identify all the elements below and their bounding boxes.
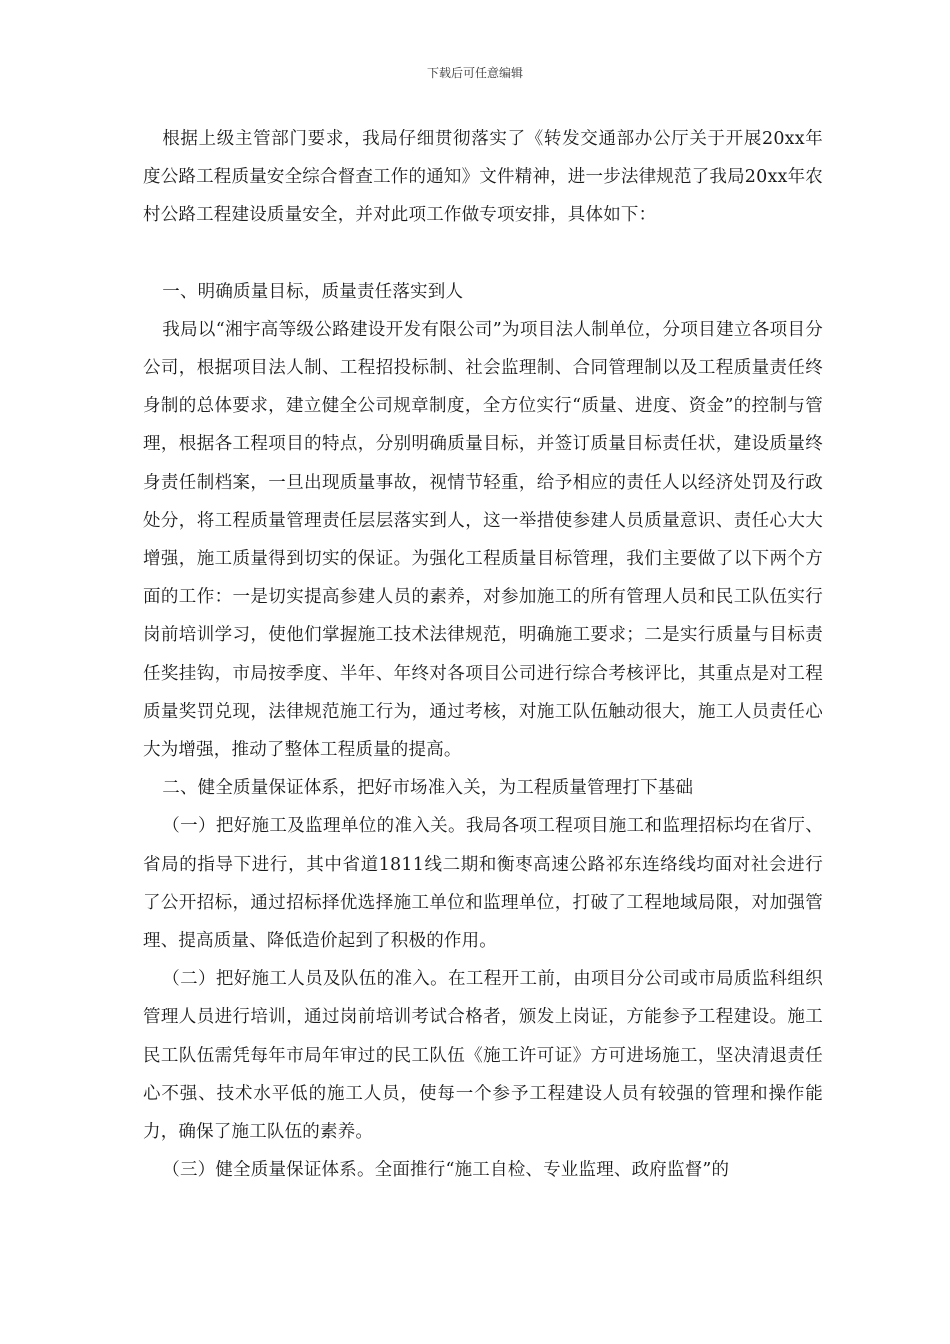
section-heading-1: 一、明确质量目标，质量责任落实到人	[162, 281, 464, 302]
section-2-item-1: （一）把好施工及监理单位的准入关。我局各项工程项目施工和监理招标均在省厅、省局的指导下进行，其中省道1811线二期和衡枣高速公路祁东连络线均面对社会进行了公开招标，通过招标择优选择施工单位和监理单位，打破了工程地域局限，对加强管理、提高质量、降低造价起到了积极的作用。	[143, 816, 823, 952]
intro-paragraph: 根据上级主管部门要求，我局仔细贯彻落实了《转发交通部办公厅关于开展20xx年度公路工程质量安全综合督查工作的通知》文件精神，进一步法律规范了我局20xx年农村公路工程建设质量安全，并对此项工作做专项安排，具体如下：	[143, 129, 824, 226]
paragraph-spacer	[143, 235, 823, 273]
section-2-item-3: （三）健全质量保证体系。全面推行“施工自检、专业监理、政府监督”的	[162, 1160, 730, 1181]
section-2-item-2: （二）把好施工人员及队伍的准入。在工程开工前，由项目分公司或市局质监科组织管理人员进行培训，通过岗前培训考试合格者，颁发上岗证，方能参予工程建设。施工民工队伍需凭每年市局年审过的民工队伍《施工许可证》方可进场施工，坚决清退责任心不强、技术水平低的施工人员，使每一个参予工程建设人员有较强的管理和操作能力，确保了施工队伍的素养。	[143, 969, 823, 1143]
document-body	[143, 120, 823, 1189]
section-heading-2: 二、健全质量保证体系，把好市场准入关，为工程质量管理打下基础	[162, 778, 694, 799]
page-header: 下载后可任意编辑	[426, 66, 523, 80]
section-1-paragraph: 我局以“湘宇高等级公路建设开发有限公司”为项目法人制单位，分项目建立各项目分公司，根据项目法人制、工程招投标制、社会监理制、合同管理制以及工程质量责任终身制的总体要求，建立健全公司规章制度，全方位实行“质量、进度、资金”的控制与管理，根据各工程项目的特点，分别明确质量目标，并签订质量目标责任状，建设质量终身责任制档案，一旦出现质量事故，视情节轻重，给予相应的责任人以经济处罚及行政处分，将工程质量管理责任层层落实到人，这一举措使参建人员质量意识、责任心大大增强，施工质量得到切实的保证。为强化工程质量目标管理，我们主要做了以下两个方面的工作：一是切实提高参建人员的素养，对参加施工的所有管理人员和民工队伍实行岗前培训学习，使他们掌握施工技术法律规范，明确施工要求；二是实行质量与目标责任奖挂钩，市局按季度、半年、年终对各项目公司进行综合考核评比，其重点是对工程质量奖罚兑现，法律规范施工行为，通过考核，对施工队伍触动很大，施工人员责任心大为增强，推动了整体工程质量的提高。	[143, 319, 823, 761]
